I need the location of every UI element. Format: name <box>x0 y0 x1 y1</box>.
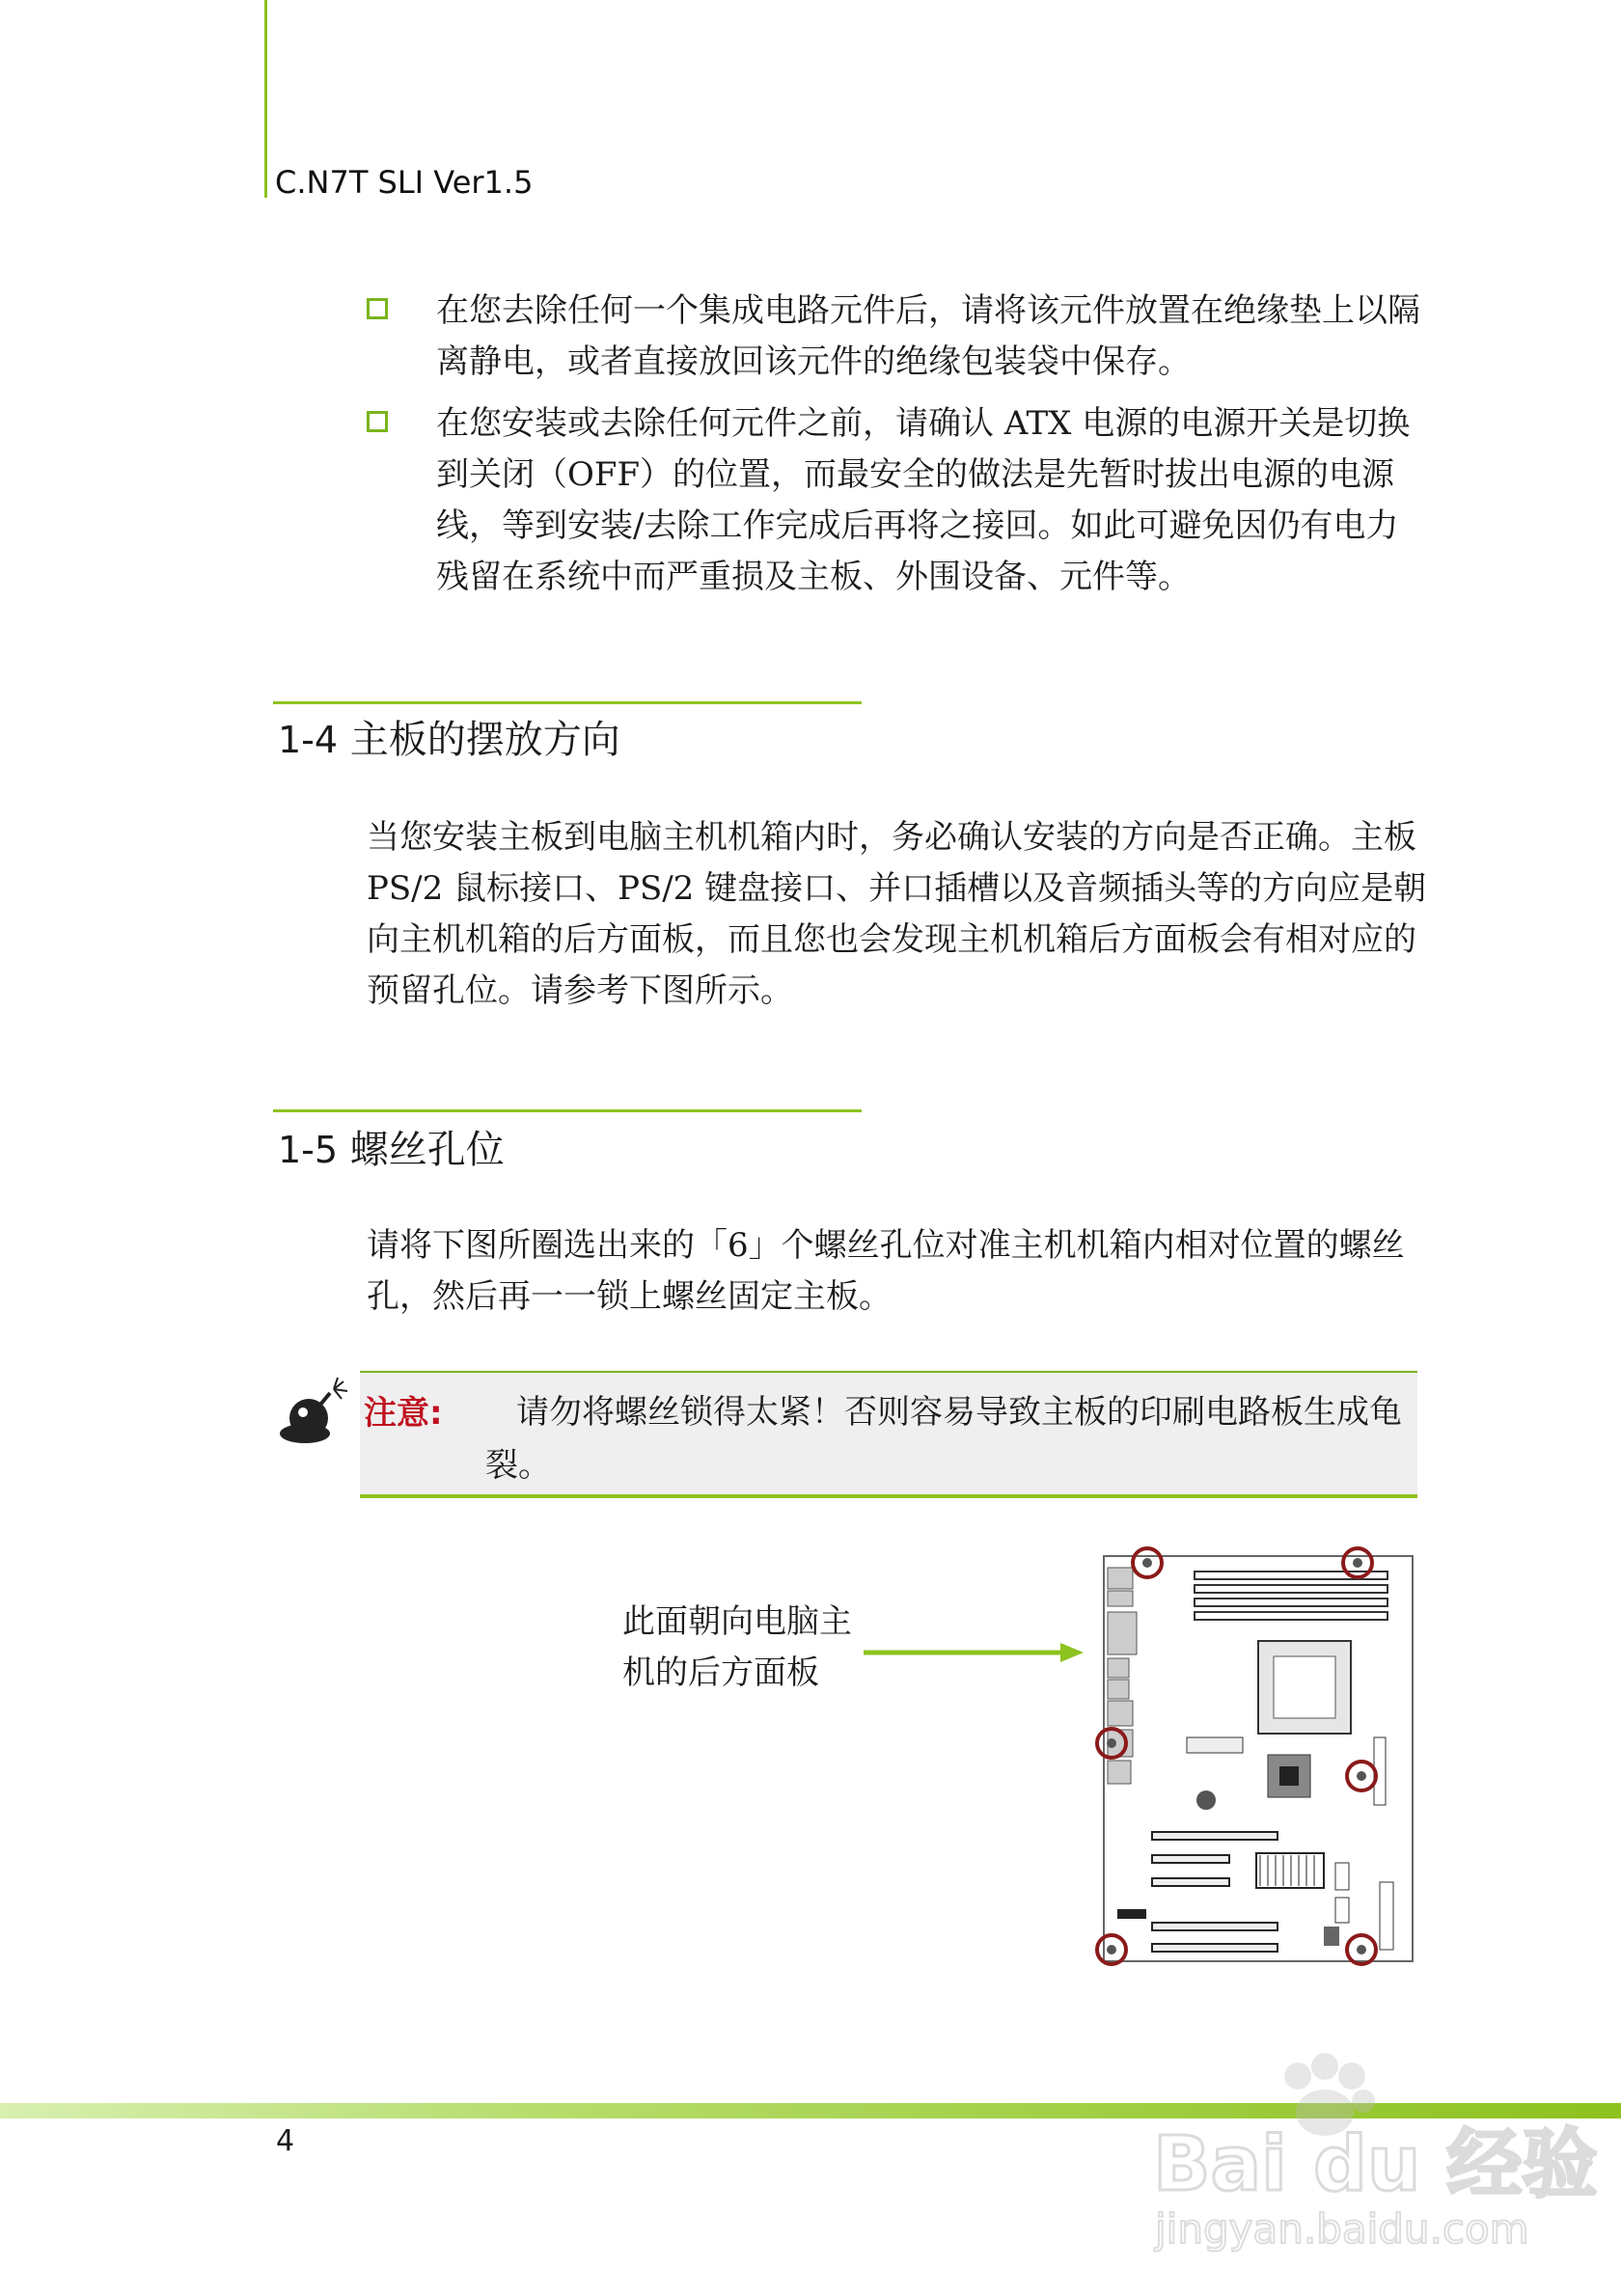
page-number: 4 <box>276 2124 295 2158</box>
section-title: 主板的摆放方向 <box>349 718 620 762</box>
figure-caption <box>622 1597 883 1699</box>
section-rule <box>273 701 862 704</box>
arrow-right-icon <box>864 1640 1085 1669</box>
bomb-warning-icon <box>274 1378 353 1459</box>
section-body: 当您安装主板到电脑主机机箱内时，务必确认安装的方向是否正确。主板 PS/2 鼠标接口、PS/2 键盘接口、并口插槽以及音频插头等的方向应是朝向主机机箱的后方面板，而且您也会发现主机机箱后方面板会有相对应的预留孔位。请参考下图所示。 <box>367 818 1427 1010</box>
section-rule <box>273 1109 862 1112</box>
bullet-text: 在您安装或去除任何元件之前，请确认 ATX 电源的电源开关是切换到关闭（OFF）的位置，而最安全的做法是先暂时拔出电源的电源线，等到安装/去除工作完成后再将之接回。如此可避免因仍有电力残留在系统中而严重损及主板、外围设备、元件等。 <box>436 404 1411 596</box>
baidu-jingyan-watermark <box>1153 2045 1598 2261</box>
note-text: 请勿将螺丝锁得太紧！否则容易导致主板的印刷电路板生成龟裂。 <box>485 1393 1402 1485</box>
doc-title: C.N7T SLI Ver1.5 <box>275 164 534 201</box>
section-heading <box>278 1119 505 1174</box>
bullet-list <box>367 286 1428 614</box>
note-label: 注意: <box>364 1394 443 1433</box>
note-box <box>360 1371 1417 1498</box>
section-body: 请将下图所圈选出来的「6」个螺丝孔位对准主机机箱内相对位置的螺丝孔，然后再一一锁上螺丝固定主板。 <box>367 1226 1405 1316</box>
bullet-item <box>367 286 1428 388</box>
svg-text:Bai du 经验: Bai du 经验 <box>1153 2121 1598 2208</box>
svg-text:jingyan.baidu.com: jingyan.baidu.com <box>1155 2205 1529 2253</box>
section-number: 1-5 <box>278 1129 339 1171</box>
bullet-text: 在您去除任何一个集成电路元件后，请将该元件放置在绝缘垫上以隔离静电，或者直接放回该元件的绝缘包装袋中保存。 <box>436 291 1420 381</box>
motherboard-diagram <box>1094 1544 1422 1973</box>
checkbox-bullet-icon <box>367 298 388 319</box>
section-title: 螺丝孔位 <box>349 1128 505 1172</box>
caption-text: 此面朝向电脑主机的后方面板 <box>622 1602 852 1692</box>
checkbox-bullet-icon <box>367 411 388 432</box>
bullet-item <box>367 398 1428 603</box>
header-rule <box>264 0 267 198</box>
section-number: 1-4 <box>278 719 339 761</box>
section-heading <box>278 709 620 764</box>
